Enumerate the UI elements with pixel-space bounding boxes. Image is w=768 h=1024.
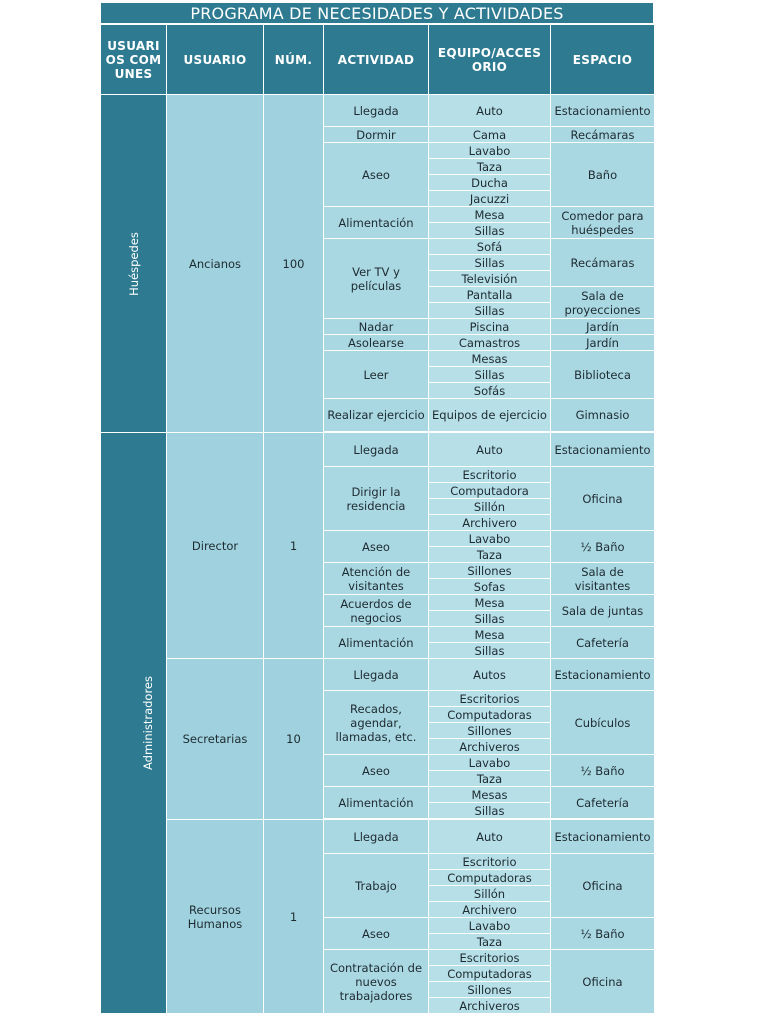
equipment-cell: Auto bbox=[429, 433, 551, 467]
equipment-cell: Sillón bbox=[429, 499, 551, 515]
equipment-cell: Archiveros bbox=[429, 998, 551, 1014]
header-usuarios-comunes: USUARIOS COMUNES bbox=[101, 25, 167, 95]
num-recursos-humanos: 1 bbox=[264, 820, 324, 1014]
equipment-cell: Sillones bbox=[429, 982, 551, 998]
header-usuario: USUARIO bbox=[167, 25, 264, 95]
num-ancianos: 100 bbox=[264, 95, 324, 433]
equipment-cell: Escritorio bbox=[429, 467, 551, 483]
equipment-cell: Mesas bbox=[429, 351, 551, 367]
activity-cell: Recados, agendar, llamadas, etc. bbox=[324, 691, 429, 755]
equipment-cell: Taza bbox=[429, 771, 551, 787]
space-cell: Estacionamiento bbox=[551, 820, 655, 854]
equipment-cell: Sofá bbox=[429, 239, 551, 255]
header-num: NÚM. bbox=[264, 25, 324, 95]
equipment-cell: Taza bbox=[429, 159, 551, 175]
space-cell: Jardín bbox=[551, 335, 655, 351]
equipment-cell: Sillas bbox=[429, 367, 551, 383]
space-cell: Estacionamiento bbox=[551, 659, 655, 691]
equipment-cell: Ducha bbox=[429, 175, 551, 191]
header-actividad: ACTIVIDAD bbox=[324, 25, 429, 95]
space-cell: Oficina bbox=[551, 467, 655, 531]
equipment-cell: Archiveros bbox=[429, 739, 551, 755]
equipment-cell: Escritorio bbox=[429, 854, 551, 870]
table-title: PROGRAMA DE NECESIDADES Y ACTIVIDADES bbox=[100, 2, 654, 24]
space-cell: Recámaras bbox=[551, 127, 655, 143]
equipment-cell: Auto bbox=[429, 95, 551, 127]
equipment-cell: Mesa bbox=[429, 207, 551, 223]
equipment-cell: Mesa bbox=[429, 595, 551, 611]
activity-cell: Aseo bbox=[324, 755, 429, 787]
space-cell: Estacionamiento bbox=[551, 95, 655, 127]
space-cell: Baño bbox=[551, 143, 655, 207]
activity-cell: Trabajo bbox=[324, 854, 429, 918]
equipment-cell: Lavabo bbox=[429, 531, 551, 547]
equipment-cell: Sillas bbox=[429, 255, 551, 271]
group-huespedes bbox=[101, 95, 167, 433]
space-cell: Cafetería bbox=[551, 787, 655, 819]
space-cell: Sala de juntas bbox=[551, 595, 655, 627]
num-secretarias: 10 bbox=[264, 659, 324, 820]
activity-cell: Llegada bbox=[324, 659, 429, 691]
user-ancianos: Ancianos bbox=[167, 95, 264, 433]
equipment-cell: Sillones bbox=[429, 723, 551, 739]
header-espacio: ESPACIO bbox=[551, 25, 655, 95]
group-administradores bbox=[101, 433, 167, 1014]
activity-cell: Ver TV y películas bbox=[324, 239, 429, 319]
header-row bbox=[101, 25, 655, 95]
needs-program-table-wrapper bbox=[100, 2, 654, 1014]
equipment-cell: Lavabo bbox=[429, 918, 551, 934]
equipment-cell: Auto bbox=[429, 820, 551, 854]
equipment-cell: Archivero bbox=[429, 515, 551, 531]
activity-cell: Dirigir la residencia bbox=[324, 467, 429, 531]
user-recursos-humanos: Recursos Humanos bbox=[167, 820, 264, 1014]
activity-cell: Alimentación bbox=[324, 787, 429, 819]
needs-program-table bbox=[100, 24, 655, 1014]
group-label: Huéspedes bbox=[126, 231, 141, 296]
equipment-cell: Autos bbox=[429, 659, 551, 691]
equipment-cell: Cama bbox=[429, 127, 551, 143]
equipment-cell: Computadoras bbox=[429, 707, 551, 723]
equipment-cell: Equipos de ejercicio bbox=[429, 399, 551, 432]
equipment-cell: Computadoras bbox=[429, 966, 551, 982]
equipment-cell: Sillas bbox=[429, 611, 551, 627]
header-equipo: EQUIPO/ACCESORIO bbox=[429, 25, 551, 95]
num-director: 1 bbox=[264, 433, 324, 659]
user-director: Director bbox=[167, 433, 264, 659]
table-row bbox=[101, 659, 655, 691]
equipment-cell: Sofas bbox=[429, 579, 551, 595]
equipment-cell: Taza bbox=[429, 547, 551, 563]
activity-cell: Llegada bbox=[324, 820, 429, 854]
equipment-cell: Lavabo bbox=[429, 143, 551, 159]
equipment-cell: Sillas bbox=[429, 303, 551, 319]
space-cell: Sala de visitantes bbox=[551, 563, 655, 595]
space-cell: Oficina bbox=[551, 854, 655, 918]
space-cell: Gimnasio bbox=[551, 399, 655, 432]
activity-cell: Alimentación bbox=[324, 627, 429, 659]
equipment-cell: Computadora bbox=[429, 483, 551, 499]
activity-cell: Aseo bbox=[324, 531, 429, 563]
equipment-cell: Sillones bbox=[429, 563, 551, 579]
equipment-cell: Taza bbox=[429, 934, 551, 950]
equipment-cell: Sillón bbox=[429, 886, 551, 902]
activity-cell: Nadar bbox=[324, 319, 429, 335]
equipment-cell: Pantalla bbox=[429, 287, 551, 303]
table-row bbox=[101, 433, 655, 467]
activity-cell: Dormir bbox=[324, 127, 429, 143]
space-cell: Biblioteca bbox=[551, 351, 655, 399]
space-cell: Estacionamiento bbox=[551, 433, 655, 467]
space-cell: ½ Baño bbox=[551, 918, 655, 950]
equipment-cell: Computadoras bbox=[429, 870, 551, 886]
activity-cell: Llegada bbox=[324, 95, 429, 127]
group-label: Administradores bbox=[141, 676, 155, 770]
equipment-cell: Televisión bbox=[429, 271, 551, 287]
equipment-cell: Mesa bbox=[429, 627, 551, 643]
activity-cell: Realizar ejercicio bbox=[324, 399, 429, 432]
space-cell: Oficina bbox=[551, 950, 655, 1014]
table-row bbox=[101, 95, 655, 127]
space-cell: Cafetería bbox=[551, 627, 655, 659]
equipment-cell: Archivero bbox=[429, 902, 551, 918]
equipment-cell: Sillas bbox=[429, 223, 551, 239]
equipment-cell: Camastros bbox=[429, 335, 551, 351]
equipment-cell: Piscina bbox=[429, 319, 551, 335]
space-cell: Sala de proyecciones bbox=[551, 287, 655, 319]
space-cell: ½ Baño bbox=[551, 531, 655, 563]
space-cell: Cubículos bbox=[551, 691, 655, 755]
activity-cell: Aseo bbox=[324, 143, 429, 207]
equipment-cell: Lavabo bbox=[429, 755, 551, 771]
activity-cell: Aseo bbox=[324, 918, 429, 950]
equipment-cell: Sillas bbox=[429, 803, 551, 819]
activity-cell: Acuerdos de negocios bbox=[324, 595, 429, 627]
equipment-cell: Escritorios bbox=[429, 691, 551, 707]
space-cell: Recámaras bbox=[551, 239, 655, 287]
activity-cell: Leer bbox=[324, 351, 429, 399]
activity-cell: Asolearse bbox=[324, 335, 429, 351]
activity-cell: Contratación de nuevos trabajadores bbox=[324, 950, 429, 1014]
equipment-cell: Sillas bbox=[429, 643, 551, 659]
activity-cell: Llegada bbox=[324, 433, 429, 467]
space-cell: ½ Baño bbox=[551, 755, 655, 787]
equipment-cell: Escritorios bbox=[429, 950, 551, 966]
activity-cell: Atención de visitantes bbox=[324, 563, 429, 595]
equipment-cell: Sofás bbox=[429, 383, 551, 399]
table-row bbox=[101, 820, 655, 854]
equipment-cell: Mesas bbox=[429, 787, 551, 803]
activity-cell: Alimentación bbox=[324, 207, 429, 239]
equipment-cell: Jacuzzi bbox=[429, 191, 551, 207]
user-secretarias: Secretarias bbox=[167, 659, 264, 820]
space-cell: Comedor para huéspedes bbox=[551, 207, 655, 239]
space-cell: Jardín bbox=[551, 319, 655, 335]
